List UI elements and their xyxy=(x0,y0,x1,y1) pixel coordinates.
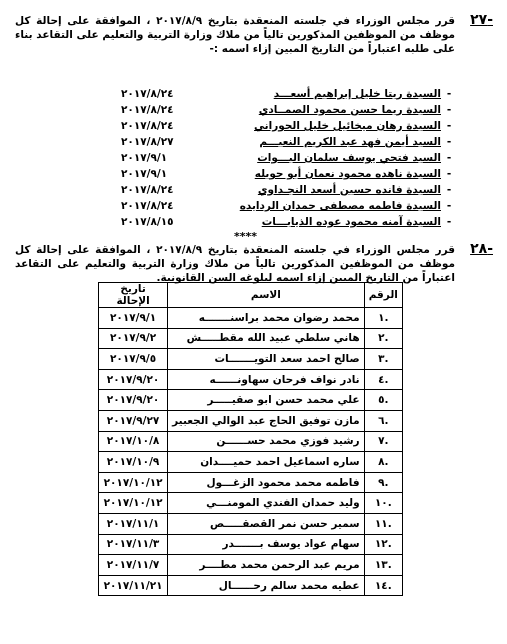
row-number: .٢ xyxy=(364,328,402,349)
row-number: .١ xyxy=(364,308,402,329)
row-number: .٨ xyxy=(364,452,402,473)
retirement-date: ٢٠١٧/٩/٢٠ xyxy=(99,390,168,411)
retirement-date: ٢٠١٧/١١/١ xyxy=(99,513,168,534)
item-27-retiree-list xyxy=(112,86,457,230)
retirement-table xyxy=(98,282,403,596)
section-separator: **** xyxy=(234,230,258,243)
list-item xyxy=(112,198,457,214)
row-number: .٤ xyxy=(364,369,402,390)
employee-name: سهام عواد يوسف بـــــــدر xyxy=(168,534,364,555)
list-bullet: - xyxy=(446,168,452,180)
row-number: .٧ xyxy=(364,431,402,452)
retirement-date: ٢٠١٧/١٠/١٢ xyxy=(99,472,168,493)
retiree-name: السيدة فانده حسين أسعد النجـداوي xyxy=(257,184,441,196)
header-name: الاسم xyxy=(168,283,364,308)
retirement-date: ٢٠١٧/٨/٢٤ xyxy=(121,88,174,100)
retiree-name: السيد فتحي يوسف سلمان البـــوات xyxy=(257,152,441,164)
row-number: .١٠ xyxy=(364,493,402,514)
item-27-paragraph: قرر مجلس الوزراء في جلسته المنعقدة بتاريخ ٢٠١٧/٨/٩ ، الموافقة على إحالة كل موظف من الموظفين المذكورين تالياً من ملاك وزارة التربية والتعليم على التقاعد بناء على طلبه اعتباراً من التاريخ المبين إزاء اسمه :- xyxy=(15,15,456,55)
retirement-date: ٢٠١٧/٩/٢٠ xyxy=(99,369,168,390)
row-number: .٥ xyxy=(364,390,402,411)
retirement-date: ٢٠١٧/١٠/١٢ xyxy=(99,493,168,514)
retirement-date: ٢٠١٧/٩/٥ xyxy=(99,349,168,370)
table-row xyxy=(99,390,403,411)
row-number: .١١ xyxy=(364,513,402,534)
retiree-name: السيدة ناهده محمود نعمان أبو حويله xyxy=(254,168,441,180)
table-row xyxy=(99,513,403,534)
row-number: .١٢ xyxy=(364,534,402,555)
table-row xyxy=(99,472,403,493)
item-28-paragraph: قرر مجلس الوزراء في جلسته المنعقدة بتاريخ ٢٠١٧/٨/٩ ، الموافقة على إحالة كل موظف من الموظفين المذكورين تالياً من ملاك وزارة التربية والتعليم على التقاعد اعتباراً من التاريخ المبين إزاء اسمه لبلوغه السن القانونية. xyxy=(15,244,456,284)
row-number: .٣ xyxy=(364,349,402,370)
retirement-date: ٢٠١٧/٩/٢٧ xyxy=(99,410,168,431)
retirement-date: ٢٠١٧/٩/١ xyxy=(121,152,168,164)
list-item xyxy=(112,118,457,134)
retirement-date: ٢٠١٧/٨/٢٧ xyxy=(121,136,174,148)
employee-name: نادر نواف فرحان سهاونــــــه xyxy=(168,369,364,390)
retirement-date: ٢٠١٧/٨/٢٤ xyxy=(121,184,174,196)
list-item xyxy=(112,86,457,102)
employee-name: ساره اسماعيل احمد حميــــدان xyxy=(168,452,364,473)
retirement-date: ٢٠١٧/٩/١ xyxy=(121,168,168,180)
list-item xyxy=(112,166,457,182)
employee-name: وليد حمدان الفندي المومنـــي xyxy=(168,493,364,514)
retiree-name: السيدة رهان ميخائيل خليل الحوراني xyxy=(254,120,441,132)
employee-name: رشيد فوزي محمد حســــــن xyxy=(168,431,364,452)
row-number: .٩ xyxy=(364,472,402,493)
row-number: .١٤ xyxy=(364,575,402,596)
list-bullet: - xyxy=(446,88,452,100)
table-row xyxy=(99,575,403,596)
retirement-date: ٢٠١٧/٩/١ xyxy=(99,308,168,329)
employee-name: محمد رضوان محمد براسنـــــــه xyxy=(168,308,364,329)
retiree-name: السيدة آمنه محمود عوده الذيابـــات xyxy=(261,216,441,228)
list-bullet: - xyxy=(446,136,452,148)
retirement-date: ٢٠١٧/٨/٢٤ xyxy=(121,200,174,212)
table-row xyxy=(99,431,403,452)
row-number: .١٣ xyxy=(364,555,402,576)
list-bullet: - xyxy=(446,120,452,132)
retirement-date: ٢٠١٧/١١/٣ xyxy=(99,534,168,555)
list-bullet: - xyxy=(446,200,452,212)
list-item xyxy=(112,102,457,118)
retirement-date: ٢٠١٧/١٠/٩ xyxy=(99,452,168,473)
retiree-name: السيدة فاطمه مصطفى حمدان الردايده xyxy=(239,200,441,212)
retiree-name: السيدة ريما حسن محمود الصمــادي xyxy=(258,104,441,116)
list-bullet: - xyxy=(446,152,452,164)
table-row xyxy=(99,308,403,329)
list-item xyxy=(112,182,457,198)
employee-name: مريم عبد الرحمن محمد مطــــر xyxy=(168,555,364,576)
table-row xyxy=(99,493,403,514)
retirement-date: ٢٠١٧/٨/١٥ xyxy=(121,216,174,228)
retirement-date: ٢٠١٧/٩/٢ xyxy=(99,328,168,349)
table-row xyxy=(99,349,403,370)
retirement-date: ٢٠١٧/١١/٧ xyxy=(99,555,168,576)
employee-name: هاني سلطي عبيد الله مقطـــــش xyxy=(168,328,364,349)
employee-name: علي محمد حسن ابو صقيـــــر xyxy=(168,390,364,411)
list-bullet: - xyxy=(446,184,452,196)
retirement-date: ٢٠١٧/١٠/٨ xyxy=(99,431,168,452)
header-number: الرقم xyxy=(364,283,402,308)
list-bullet: - xyxy=(446,216,452,228)
retirement-date: ٢٠١٧/٨/٢٤ xyxy=(121,104,174,116)
table-row xyxy=(99,555,403,576)
row-number: .٦ xyxy=(364,410,402,431)
employee-name: سمير حسن نمر القصقـــــص xyxy=(168,513,364,534)
retiree-name: السيد أيمن فهد عبد الكريم النعيـــم xyxy=(259,136,441,148)
employee-name: فاطمه محمد محمود الزغـــول xyxy=(168,472,364,493)
item-28-number: -٢٨ xyxy=(470,241,493,257)
retiree-name: السيدة ريتا خليل إبراهيم أسعـــد xyxy=(273,88,441,100)
employee-name: صالح احمد سعد التويـــــــات xyxy=(168,349,364,370)
table-row xyxy=(99,328,403,349)
item-27-number: -٢٧ xyxy=(470,12,493,28)
retirement-date: ٢٠١٧/٨/٢٤ xyxy=(121,120,174,132)
table-row xyxy=(99,452,403,473)
list-item xyxy=(112,150,457,166)
employee-name: عطيه محمد سالم رحــــــال xyxy=(168,575,364,596)
retirement-date: ٢٠١٧/١١/٢١ xyxy=(99,575,168,596)
list-item xyxy=(112,214,457,230)
table-row xyxy=(99,410,403,431)
table-header-row xyxy=(99,283,403,308)
table-row xyxy=(99,534,403,555)
header-date: تاريخ الإحالة xyxy=(99,283,168,308)
list-item xyxy=(112,134,457,150)
table-row xyxy=(99,369,403,390)
employee-name: مازن توفيق الحاج عبد الوالي الجعبير xyxy=(168,410,364,431)
list-bullet: - xyxy=(446,104,452,116)
